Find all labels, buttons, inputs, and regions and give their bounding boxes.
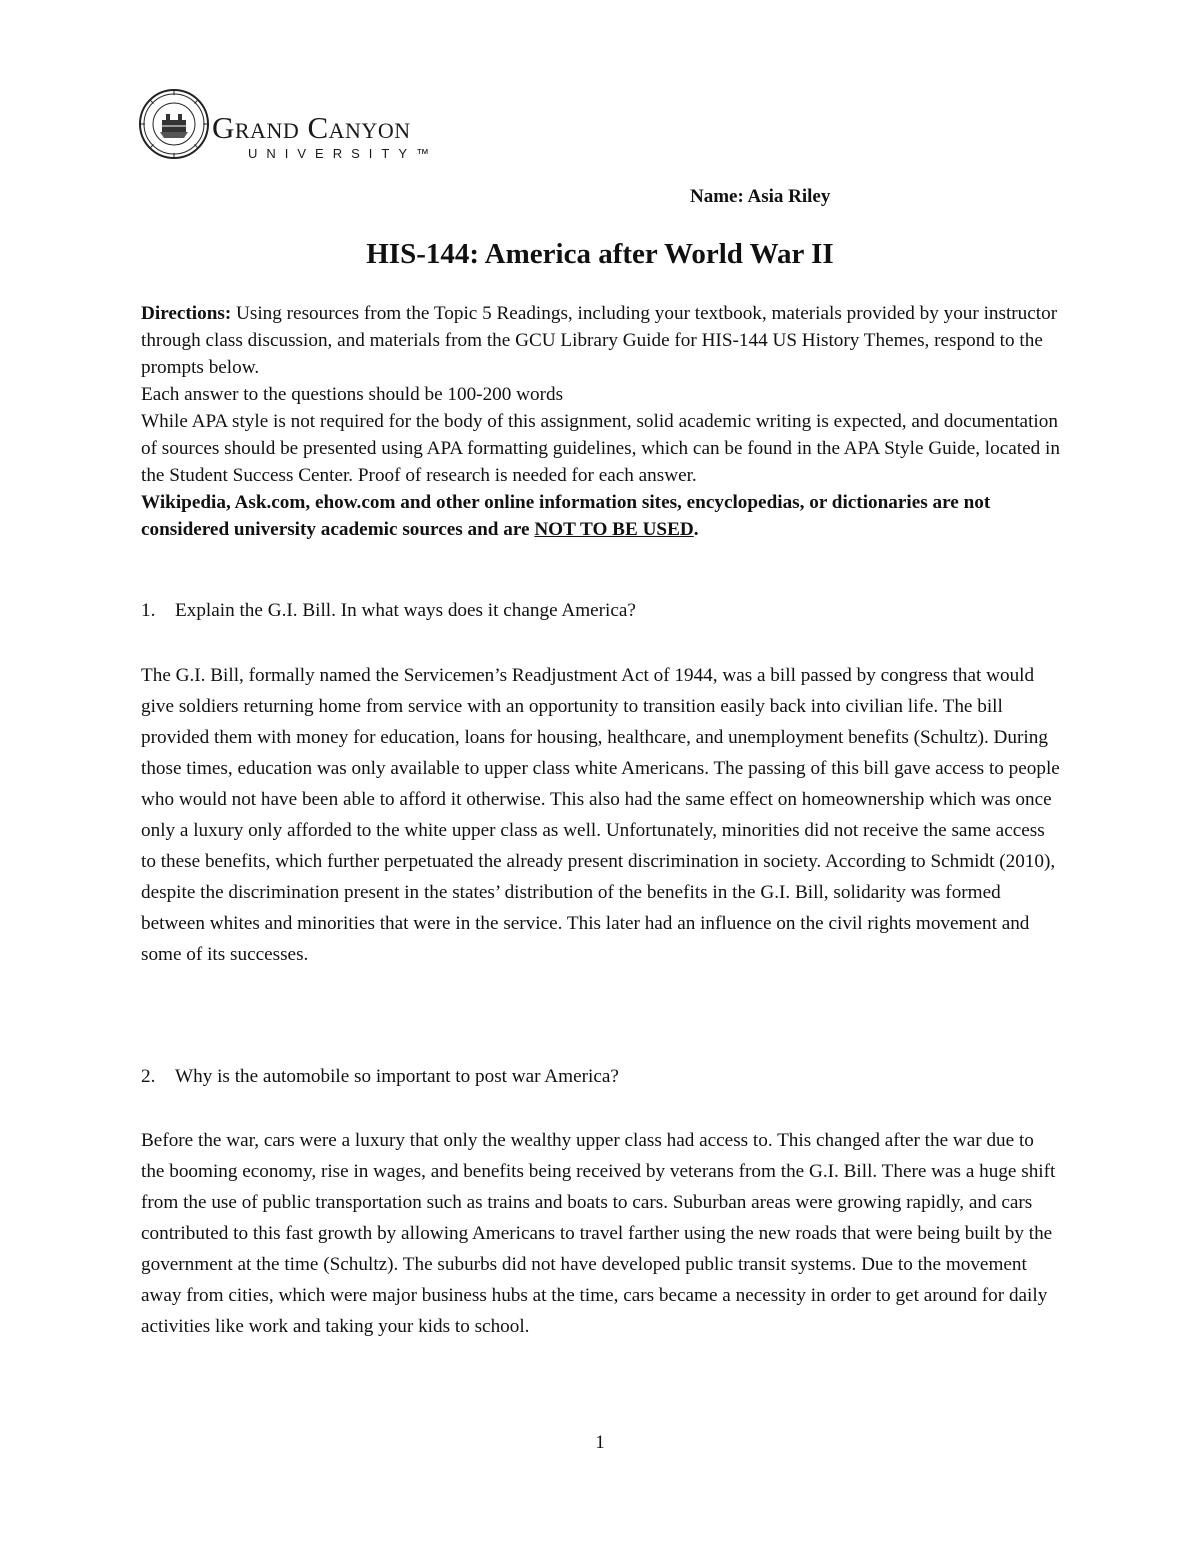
sources-warning	[141, 489, 1061, 543]
logo-wordmark: Grand Canyon	[212, 110, 411, 145]
question-prompt: Explain the G.I. Bill. In what ways does it change America?	[175, 600, 636, 621]
directions-text: Using resources from the Topic 5 Readings, including your textbook, materials provided by your instructor through class discussion, and materials from the GCU Library Guide for HIS-144 US History Themes, respond to the prompts below.	[141, 303, 1058, 378]
apa-note: While APA style is not required for the body of this assignment, solid academic writing is expected, and documentation of sources should be presented using APA formatting guidelines, which can be found in the APA Style Guide, located in the Student Success Center. Proof of research is needed for each answer.	[141, 411, 1060, 486]
page-number: 1	[595, 1432, 605, 1453]
page-title: HIS-144: America after World War II	[366, 238, 834, 270]
warning-end: .	[693, 519, 699, 540]
directions-paragraph	[141, 300, 1061, 381]
warning-emphasis: NOT TO BE USED	[534, 519, 694, 540]
directions-section	[141, 300, 1061, 543]
answer-2: Before the war, cars were a luxury that only the wealthy upper class had access to. This changed after the war due to the booming economy, rise in wages, and benefits being received by veterans from the G.I. Bill. There was a huge shift from the use of public transportation such as trains and boats to cars. Suburban areas were growing rapidly, and cars contributed to this fast growth by allowing Americans to travel farther using the new roads that were being built by the government at the time (Schultz). The suburbs did not have developed public transit systems. Due to the movement away from cities, which were major business hubs at the time, cars became a necessity in order to get around for daily activities like work and taking your kids to school.	[141, 1130, 1056, 1337]
university-logo	[138, 88, 458, 168]
university-seal-icon	[138, 88, 210, 160]
question-1	[141, 600, 636, 622]
logo-subtitle: UNIVERSITY™	[248, 146, 439, 161]
warning-text: Wikipedia, Ask.com, ehow.com and other online information sites, encyclopedias, or dictionaries are not considered university academic sources and are	[141, 492, 991, 540]
question-number: 2.	[141, 1066, 156, 1087]
answer-1: The G.I. Bill, formally named the Servicemen’s Readjustment Act of 1944, was a bill passed by congress that would give soldiers returning home from service with an opportunity to transition easily back into civilian life. The bill provided them with money for education, loans for housing, healthcare, and unemployment benefits (Schultz). During those times, education was only available to upper class white Americans. The passing of this bill gave access to people who would not have been able to afford it otherwise. This also had the same effect on homeownership which was once only a luxury only afforded to the white upper class as well. Unfortunately, minorities did not receive the same access to these benefits, which further perpetuated the already present discrimination in society. According to Schmidt (2010), despite the discrimination present in the states’ distribution of the benefits in the G.I. Bill, solidarity was formed between whites and minorities that were in the service. This later had an influence on the civil rights movement and some of its successes.	[141, 665, 1060, 965]
word-count-note: Each answer to the questions should be 100-200 words	[141, 384, 564, 405]
question-2	[141, 1066, 619, 1088]
student-name: Name: Asia Riley	[690, 186, 831, 207]
question-number: 1.	[141, 600, 156, 621]
question-prompt: Why is the automobile so important to post war America?	[175, 1066, 619, 1087]
directions-label: Directions:	[141, 303, 232, 324]
